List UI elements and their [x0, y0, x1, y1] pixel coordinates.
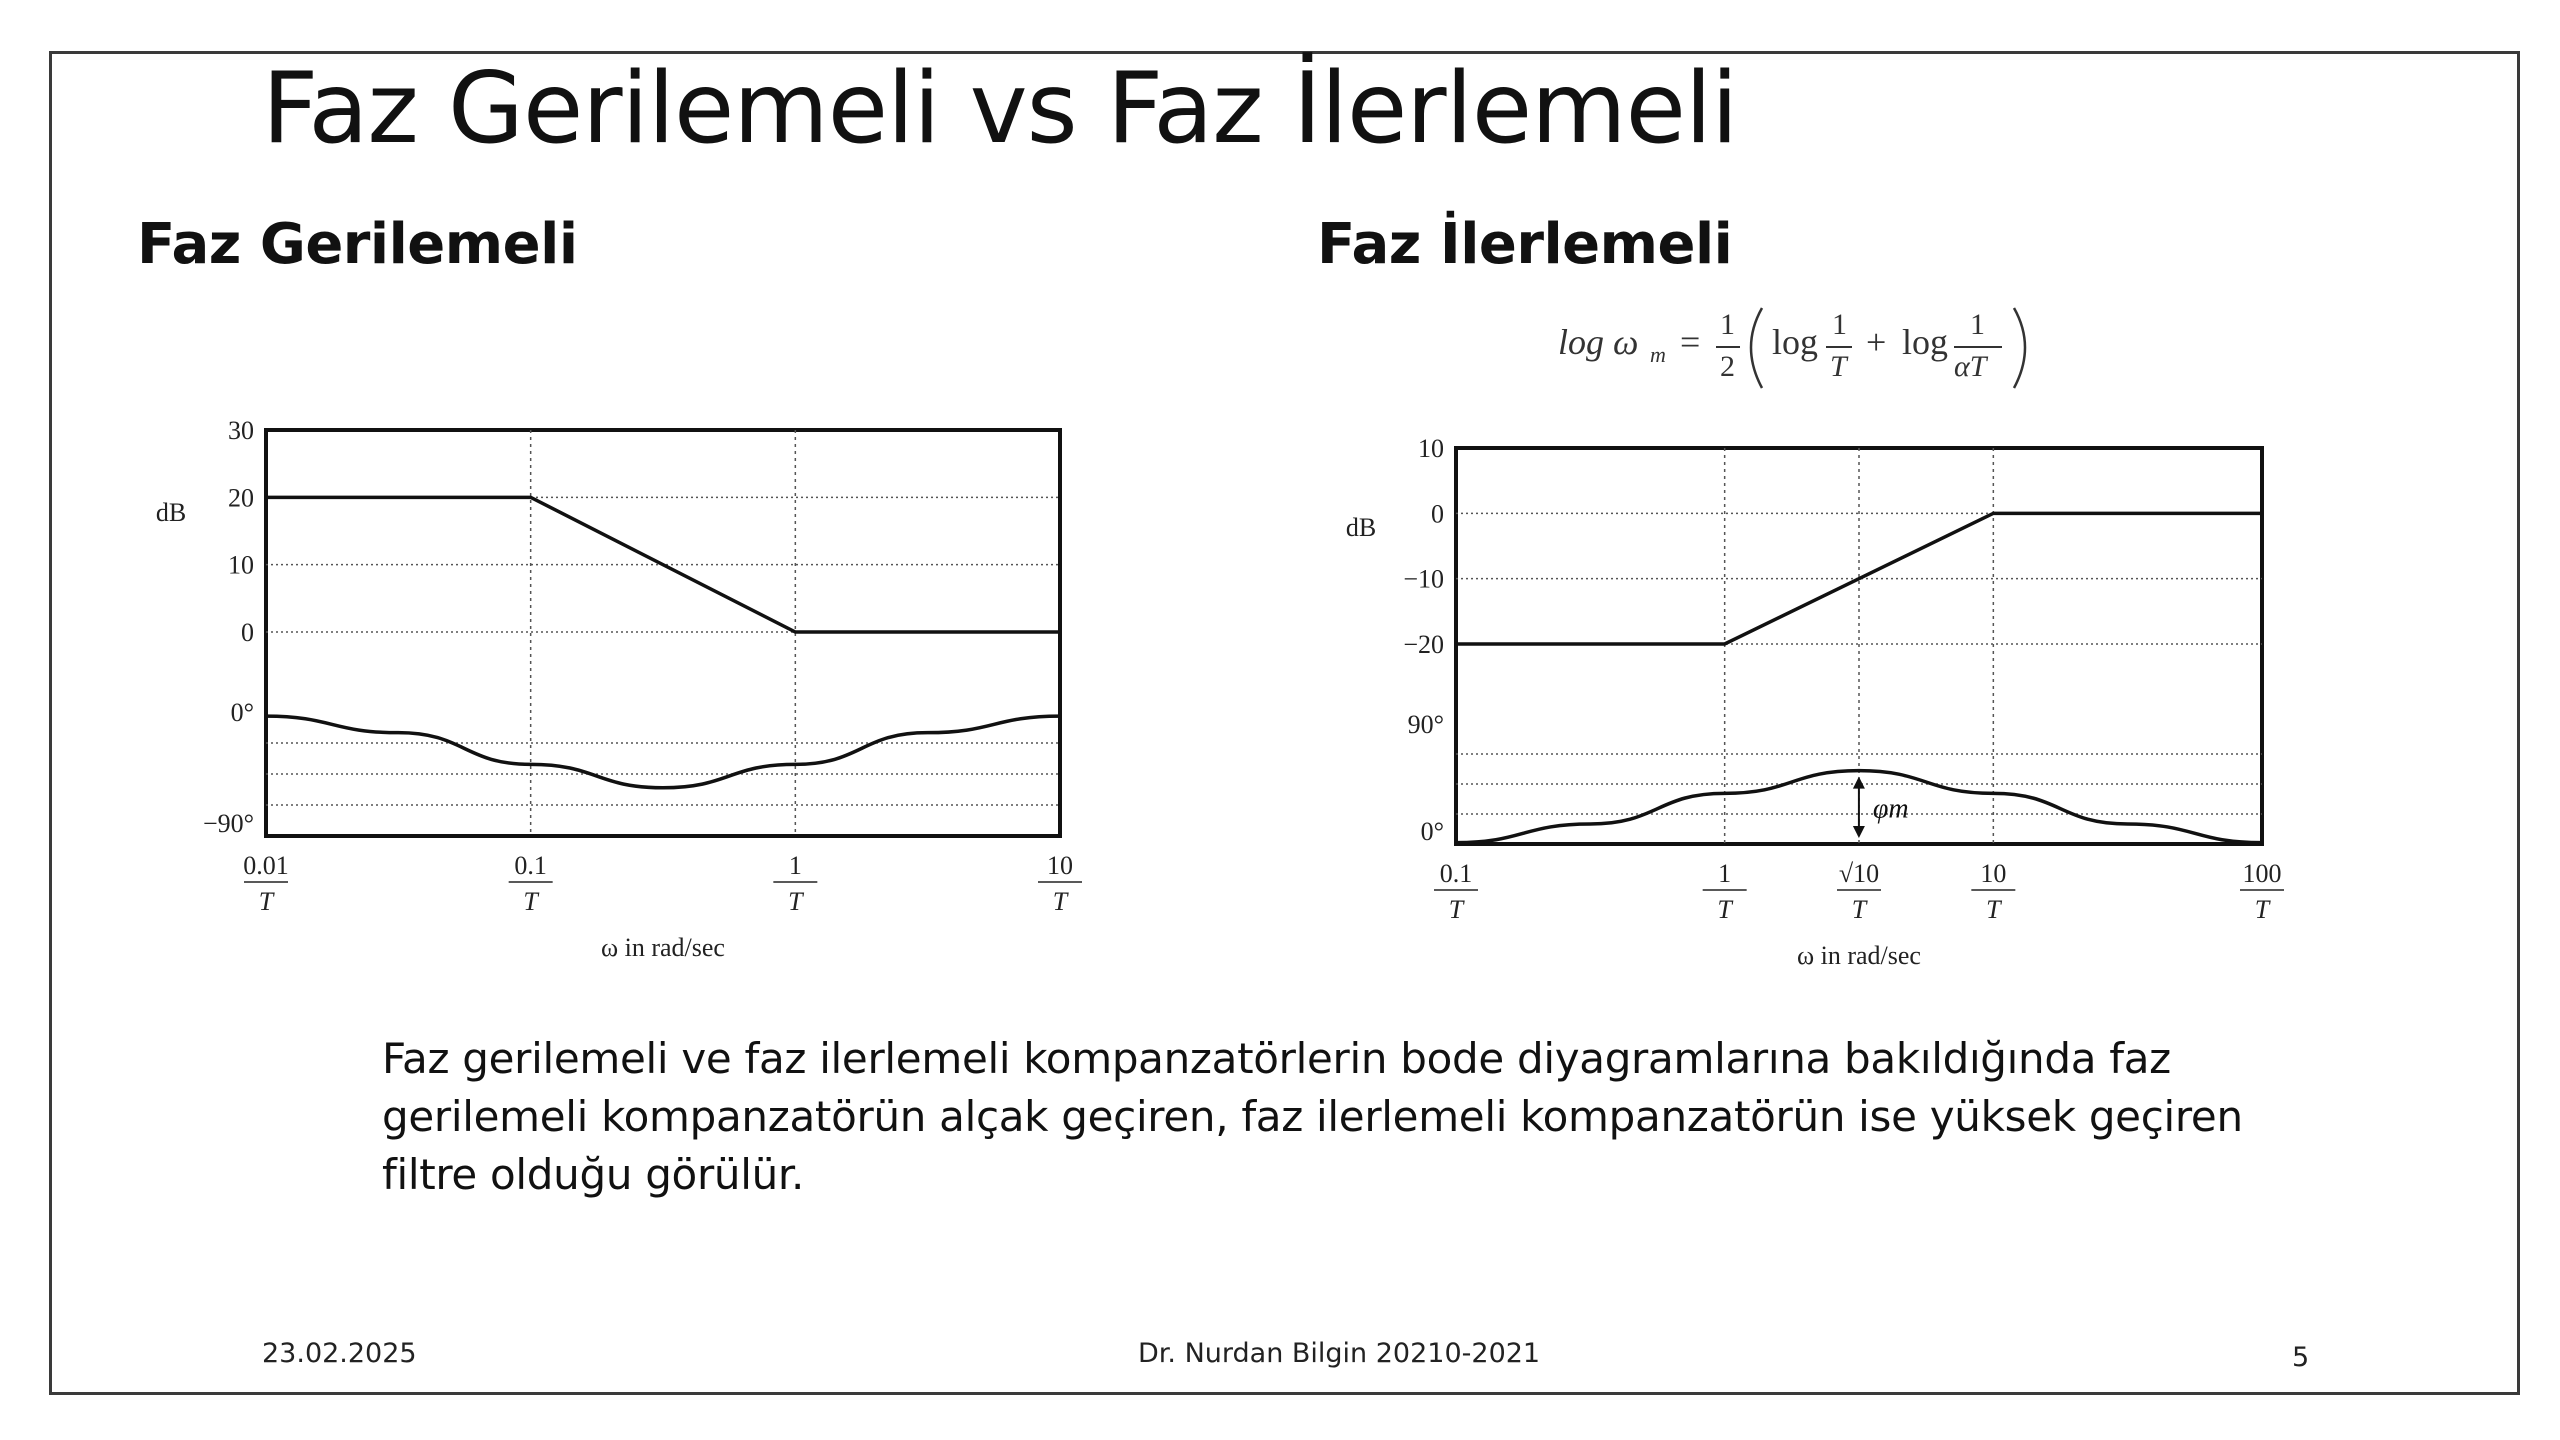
- x-tick-denominator: T: [1717, 895, 1732, 924]
- magnitude-series: [266, 497, 1060, 632]
- x-tick-numerator: 0.1: [1439, 859, 1473, 888]
- lag-bode-chart: [120, 400, 1120, 980]
- x-axis-label: ω in rad/sec: [601, 933, 725, 962]
- x-axis-label: ω in rad/sec: [1797, 941, 1921, 970]
- formula-lhs: log ω: [1558, 322, 1639, 362]
- lead-heading: Faz İlerlemeli: [1317, 212, 1733, 277]
- x-tick-numerator: 1: [1718, 859, 1732, 888]
- body-text: Faz gerilemeli ve faz ilerlemeli kompanzatörlerin bode diyagramlarına bakıldığında faz gerilemeli kompanzatörün alçak geçiren, faz ilerlemeli kompanzatörün ise yüksek geçiren filtre olduğu görülür.: [382, 1034, 2243, 1199]
- mag-tick-label: 0: [241, 618, 254, 647]
- max-phase-frequency-formula: [1540, 292, 2080, 402]
- phase-tick-label: 0°: [230, 698, 254, 727]
- mag-tick-label: 20: [228, 483, 254, 513]
- formula-half-num: 1: [1720, 308, 1735, 341]
- mag-tick-label: −10: [1403, 564, 1444, 594]
- phi-m-label: φm: [1872, 793, 1909, 825]
- formula-plus: +: [1866, 322, 1887, 362]
- mag-tick-label: 10: [228, 550, 254, 580]
- footer-author: Dr. Nurdan Bilgin 20210-2021: [1138, 1338, 1541, 1369]
- x-tick-numerator: 100: [2242, 859, 2282, 888]
- mag-tick-label: 30: [228, 416, 254, 445]
- mag-ylabel: dB: [155, 498, 187, 527]
- formula-equals: =: [1680, 322, 1701, 362]
- phase-tick-label: −90°: [202, 809, 254, 838]
- lag-heading: Faz Gerilemeli: [137, 212, 578, 277]
- x-tick-numerator: 10: [1047, 851, 1073, 880]
- phi-m-arrowhead-down: [1853, 826, 1865, 838]
- phase-tick-label: 0°: [1420, 817, 1444, 846]
- x-tick-numerator: 0.1: [514, 851, 547, 880]
- x-tick-denominator: T: [788, 887, 803, 916]
- mag-tick-label: 10: [1418, 434, 1444, 463]
- phase-tick-label: 90°: [1407, 710, 1444, 739]
- x-tick-denominator: T: [1448, 895, 1464, 924]
- x-tick-denominator: T: [1052, 887, 1068, 916]
- x-tick-numerator: 1: [788, 851, 802, 880]
- x-tick-denominator: T: [1851, 895, 1867, 924]
- x-tick-numerator: 10: [1980, 859, 2007, 888]
- phi-m-arrowhead-up: [1853, 777, 1865, 789]
- lead-bode-group: [1346, 434, 2284, 970]
- x-tick-denominator: T: [258, 887, 274, 916]
- lag-bode-group: [156, 416, 1082, 962]
- formula-frac1-den: T: [1830, 350, 1847, 383]
- phase-series: [266, 716, 1060, 788]
- formula-frac2-num: 1: [1970, 308, 1985, 341]
- x-tick-numerator: 0.01: [243, 851, 289, 880]
- x-tick-denominator: T: [2254, 895, 2270, 924]
- footer-page-number: 5: [2292, 1342, 2310, 1373]
- formula-log1: log: [1772, 322, 1819, 362]
- x-tick-denominator: T: [1986, 895, 2001, 924]
- mag-tick-label: 0: [1431, 499, 1444, 529]
- x-tick-denominator: T: [523, 887, 538, 916]
- x-tick-numerator: √10: [1838, 859, 1880, 888]
- mag-ylabel: dB: [1345, 513, 1377, 542]
- slide-title: Faz Gerilemeli vs Faz İlerlemeli: [262, 52, 1738, 166]
- formula-half-den: 2: [1720, 350, 1735, 383]
- formula-frac1-num: 1: [1832, 308, 1847, 341]
- formula-lhs-sub: m: [1650, 342, 1666, 367]
- footer-date: 23.02.2025: [262, 1338, 417, 1369]
- formula-frac2-den: αT: [1954, 350, 1987, 383]
- lead-bode-chart: [1300, 420, 2300, 1000]
- mag-tick-label: −20: [1403, 630, 1444, 659]
- formula-log2: log: [1902, 322, 1949, 362]
